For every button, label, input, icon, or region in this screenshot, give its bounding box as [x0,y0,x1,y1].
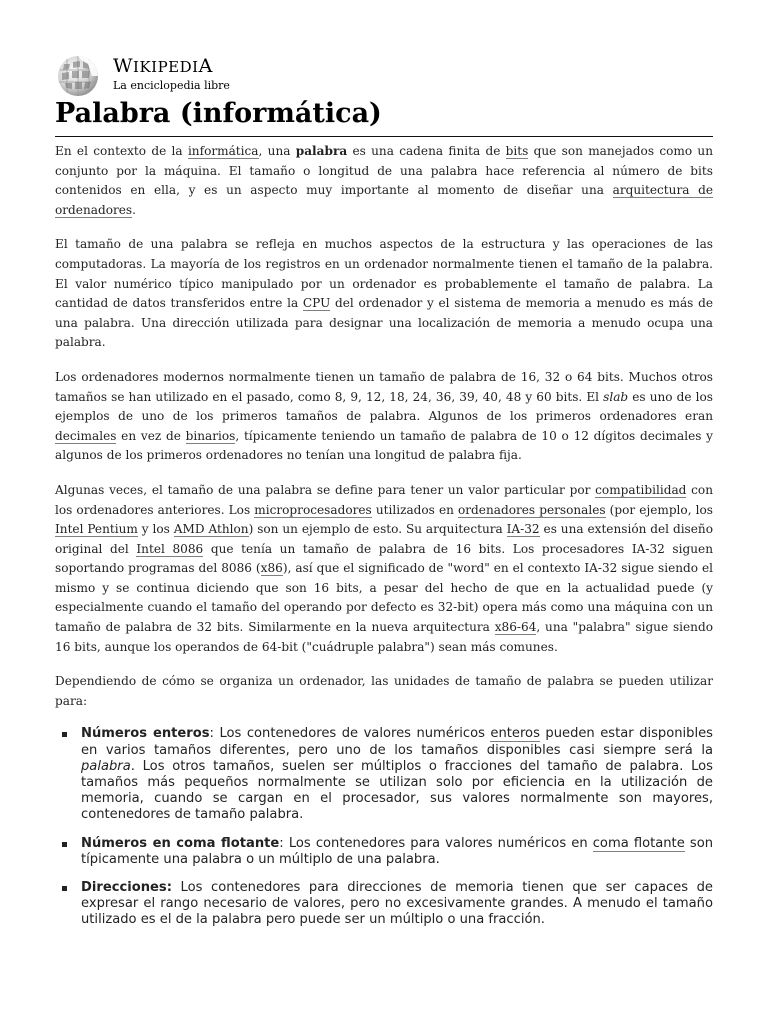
wikipedia-globe-icon [55,52,101,98]
list-item [55,880,713,929]
link-intel-8086[interactable]: Intel 8086 [136,541,204,556]
link-coma-flotante[interactable]: coma flotante [592,835,685,851]
text-run: El tamaño de una palabra se refleja en muchos aspectos de la estructura y las operaciones de las computadoras. La mayoría de los registros en un ordenador normalmente tienen el tamaño de la palabra. El valor numérico típico manipulado por un ordenador es probablemente el tamaño de palabra. La cantidad de datos transferidos entre la [55,237,713,311]
link-amd-athlon[interactable]: AMD Athlon [173,522,249,537]
text-run: pueden estar disponibles en varios tamaños diferentes, pero uno de los tamaños disponibles casi siempre será la [81,726,714,758]
bold-term: Números en coma flotante [81,835,280,851]
text-run: en vez de [116,428,186,443]
text-run: es una extensión del diseño original del [55,522,713,556]
text-run: ), así que el significado de "word" en el contexto IA-32 sigue siendo el mismo y se continua diciendo que son 16 bits, a pesar del hecho de que en la actualidad puede (y especialmente cuando el tamaño del operando por defecto es 32-bit) opera más como una máquina con un tamaño de palabra de 32 bits. Similarmente en la nueva arquitectura [55,561,714,635]
paragraph [55,368,713,466]
text-run: : Los contenedores de valores numéricos [209,726,491,742]
word-size-uses-list [55,726,713,928]
article-body [55,142,713,941]
text-run: En el contexto de la [55,144,188,158]
link-x86-64[interactable]: x86-64 [494,620,537,635]
text-run: son típicamente una palabra o un múltiplo de una palabra. [81,835,713,867]
text-run: , una "palabra" sigue siendo 16 bits, aunque los operandos de 64-bit ("cuádruple palabra") sean más comunes. [55,620,713,654]
bold-term: Números enteros [81,726,210,742]
text-run: (por ejemplo, los [605,502,713,517]
text-run: , una [258,144,296,158]
text-run: con los ordenadores anteriores. Los [55,482,714,517]
text-run: es una cadena finita de [347,144,506,158]
text-run: , típicamente teniendo un tamaño de palabra de 10 o 12 dígitos decimales y algunos de los primeros ordenadores no tenían una longitud de palabra fija. [55,428,714,463]
text-run: Los contenedores para direcciones de memoria tienen que ser capaces de expresar el rango necesario de valores, pero no excesivamente grandes. A menudo el tamaño utilizado es el de la palabra pero puede ser un múltiplo o una fracción. [81,880,713,928]
link-bits[interactable]: bits [505,144,529,158]
text-run: que tenía un tamaño de palabra de 16 bits. Los procesadores IA-32 siguen soportando programas del 8086 ( [55,541,713,576]
link-cpu[interactable]: CPU [302,296,331,311]
text-run: . Los otros tamaños, suelen ser múltiplos o fracciones del tamaño de palabra. Los tamaños más pequeños normalmente se utilizan solo por eficiencia en la utilización de memoria, cuando se cargan en el procesador, sus valores normalmente son mayores, contenedores de tamaño palabra. [81,758,713,823]
title-divider [55,136,713,137]
list-item [55,836,713,868]
bullet-marker [62,732,67,737]
bullet-marker [62,842,67,847]
text-run: Algunas veces, el tamaño de una palabra se define para tener un valor particular por [55,482,596,497]
text-run: del ordenador y el sistema de memoria a menudo es más de una palabra. Una dirección utilizada para designar una localización de memoria a menudo ocupa una palabra. [55,296,713,350]
paragraph [55,481,713,657]
paragraph [55,672,713,711]
text-run: que son manejados como un conjunto por la máquina. El tamaño o longitud de una palabra hace referencia al número de bits contenidos en ella, y es un aspecto muy importante al momento de diseñar una [55,144,713,198]
text-run: : Los contenedores para valores numéricos en [279,835,593,851]
wikipedia-brand[interactable] [55,52,315,98]
link-ordenadores-personales[interactable]: ordenadores personales [458,502,606,517]
link-microprocesadores[interactable]: microprocesadores [254,502,372,517]
paragraph [55,142,713,220]
link-intel-pentium[interactable]: Intel Pentium [55,522,138,537]
link-ia-32[interactable]: IA-32 [506,522,540,537]
bold-term: Direcciones: [81,880,172,896]
text-run: utilizados en [371,502,458,517]
link-compatibilidad[interactable]: compatibilidad [595,482,687,497]
wikipedia-tagline: La enciclopedia libre [113,79,230,92]
link-informatica[interactable]: informática [187,144,259,158]
link-enteros[interactable]: enteros [490,726,540,742]
bold-term: palabra [295,144,348,158]
text-run: . [132,202,136,217]
text-run: es uno de los ejemplos de uno de los primeros tamaños de palabra. Algunos de los primeros ordenadores eran [55,389,713,424]
link-binarios[interactable]: binarios [185,428,236,443]
link-decimales[interactable]: decimales [55,428,117,443]
bullet-marker [62,886,67,891]
wikipedia-wordmark: WIKIPEDIA [113,55,213,77]
list-item [55,726,713,823]
article-paragraphs [55,142,713,711]
text-run: Dependiendo de cómo se organiza un ordenador, las unidades de tamaño de palabra se pueden utilizar para: [55,674,713,708]
paragraph [55,235,713,353]
italic-term: slab [603,389,629,404]
link-x86[interactable]: x86 [260,561,283,576]
link-arquitectura-de-ordenadores[interactable]: arquitectura de ordenadores [55,183,713,217]
text-run: y los [137,522,174,537]
text-run: ) son un ejemplo de esto. Su arquitectura [248,522,507,537]
text-run: Los ordenadores modernos normalmente tienen un tamaño de palabra de 16, 32 o 64 bits. Muchos otros tamaños se han utilizado en el pasado, como 8, 9, 12, 18, 24, 36, 39, 40, 48 y 60 bits. El [55,369,713,404]
italic-term: palabra [81,758,131,774]
page-title: Palabra (informática) [55,98,382,129]
